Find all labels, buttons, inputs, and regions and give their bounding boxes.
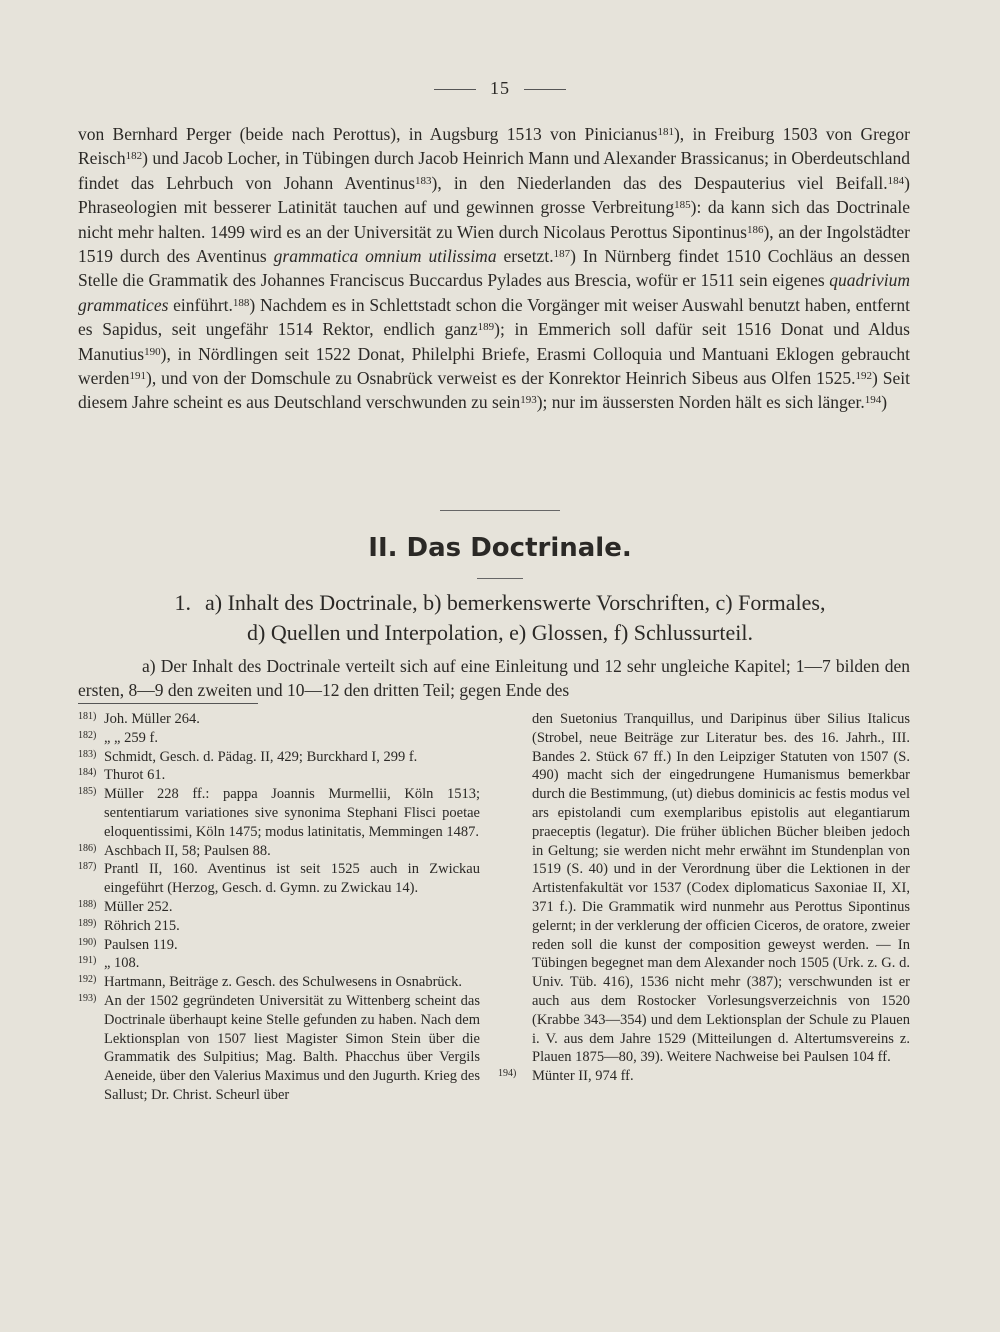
footnote-item	[78, 936, 480, 955]
main-paragraph	[78, 122, 910, 415]
footnote-text: Prantl II, 160. Aventinus ist seit 1525 auch in Zwickau eingeführt (Herzog, Gesch. d. Gymn. zu Zwickau 14).	[104, 861, 480, 897]
main-paragraph-text: von Bernhard Perger (beide nach Perottus), in Augsburg 1513 von Pinicianus$^{181}$), in Freiburg 1503 von Gregor Reisch$^{182}$) und Jacob Locher, in Tübingen durch Jacob Heinrich Mann und Alexander Brassicanus; in Oberdeutschland findet das Lehrbuch von Johann Aventinus$^{183}$), in den Niederlanden das des Despauterius viel Beifall.$^{184}$) Phraseologien mit besserer Latinität tauchen auf und gewinnen grosse Verbreitung$^{185}$): da kann sich das Doctrinale nicht mehr halten. 1499 wird es an der Universität zu Wien durch Nicolaus Perottus Sipontinus$^{186}$), an der Ingolstädter 1519 durch des Aventinus grammatica omnium utilissima ersetzt.$^{187}$) In Nürnberg findet 1510 Cochläus an dessen Stelle die Grammatik des Johannes Franciscus Buccardus Pylades aus Brescia, wofür er 1511 sein eigenes quadrivium grammatices einführt.$^{188}$) Nachdem es in Schlettstadt schon die Vorgänger mit weiser Auswahl benutzt haben, entfernt es Sapidus, seit ungefähr 1514 Rektor, endlich ganz$^{189}$); in Emmerich soll dafür seit 1516 Donat und Aldus Manutius$^{190}$), in Nördlingen seit 1522 Donat, Philelphi Briefe, Erasmi Colloquia und Mantuani Eklogen gebraucht werden$^{191}$), und von der Domschule zu Osnabrück verweist es der Konrektor Heinrich Sibeus aus Olfen 1525.$^{192}$) Seit diesem Jahre scheint es aus Deutschland verschwunden zu sein$^{193}$); nur im äussersten Norden hält es sich länger.$^{194}$)	[78, 124, 910, 413]
footnote-text: Müller 228 ff.: pappa Joannis Murmellii, Köln 1513; sententiarum variationes sive synonima Stephani Flisci poetae eloquentissimi, Köln 1475; modus latinitatis, Memmingen 1487.	[104, 786, 480, 840]
footnote-number: 185)	[78, 786, 97, 798]
footnote-item	[78, 710, 480, 729]
footnote-text: Münter II, 974 ff.	[532, 1068, 634, 1085]
footnote-item	[498, 1067, 910, 1086]
page-number-dash-right	[524, 89, 566, 90]
section-intro	[78, 654, 910, 702]
footnote-text: Hartmann, Beiträge z. Gesch. des Schulwesens in Osnabrück.	[104, 974, 462, 991]
footnote-item	[78, 785, 480, 841]
footnotes-right-column	[498, 710, 910, 1086]
footnote-item	[78, 954, 480, 973]
section-heading-text-1: a) Inhalt des Doctrinale, b) bemerkenswerte Vorschriften, c) Formales,	[205, 590, 826, 615]
page-number-dash-left	[434, 89, 476, 90]
footnote-number: 181)	[78, 711, 97, 722]
footnote-item	[78, 917, 480, 936]
footnote-number: 184)	[78, 767, 97, 779]
footnote-item	[78, 973, 480, 992]
footnotes-left-column	[78, 710, 480, 1105]
footnote-rule	[78, 703, 258, 704]
footnote-item	[78, 766, 480, 785]
footnote-number: 186)	[78, 842, 97, 854]
section-heading-line-2: d) Quellen und Interpolation, e) Glossen, f) Schlussurteil.	[247, 620, 753, 645]
footnote-item	[78, 729, 480, 748]
page-number	[0, 78, 1000, 99]
footnote-text: Paulsen 119.	[104, 936, 178, 953]
footnote-number: 183)	[78, 748, 97, 760]
footnote-item	[78, 898, 480, 917]
section-number: 1.	[174, 590, 192, 615]
footnote-number: 182)	[78, 729, 97, 741]
footnote-text: „ 108.	[104, 955, 140, 972]
footnote-number: 192)	[78, 974, 97, 986]
footnote-text: Joh. Müller 264.	[104, 711, 200, 727]
chapter-title: II. Das Doctrinale.	[368, 533, 632, 563]
footnote-item	[78, 748, 480, 767]
footnote-text: Aschbach II, 58; Paulsen 88.	[104, 842, 271, 859]
footnote-text: An der 1502 gegründeten Universität zu Wittenberg scheint das Doctrinale überhaupt keine Stelle gefunden zu haben. Nach dem Lektionsplan von 1507 liest Magister Simon Stein über die Grammatik des Sulpitius; Mag. Balth. Phacchus über Vergils Aeneide, über den Valerius Maximus und den Jugurth. Krieg des Sallust; Dr. Christ. Scheurl über	[104, 992, 480, 1103]
section-heading-line-1	[100, 588, 900, 618]
footnote-number: 189)	[78, 917, 97, 929]
section-heading	[100, 588, 900, 648]
section-divider	[440, 510, 560, 511]
footnote-item	[78, 842, 480, 861]
heading-divider	[477, 578, 523, 579]
footnote-number: 193)	[78, 992, 97, 1004]
footnote-text: Röhrich 215.	[104, 917, 180, 934]
footnote-number: 194)	[498, 1068, 517, 1080]
footnote-number: 187)	[78, 861, 97, 873]
footnote-number: 190)	[78, 936, 97, 948]
section-intro-text: a) Der Inhalt des Doctrinale verteilt sich auf eine Einleitung und 12 sehr ungleiche Kapitel; 1—7 bilden den ersten, 8—9 den zweiten und 10—12 den dritten Teil; gegen Ende des	[78, 656, 910, 700]
footnote-number: 191)	[78, 955, 97, 967]
footnote-text: Thurot 61.	[104, 767, 166, 784]
footnote-number: 188)	[78, 898, 97, 910]
footnote-text: Müller 252.	[104, 898, 173, 915]
footnote-193-continuation: den Suetonius Tranquillus, und Daripinus über Silius Italicus (Strobel, neue Beiträge zur Literatur bes. des 16. Jahrh., III. Bandes 2. Stück 67 ff.) In den Leipziger Statuten von 1507 (S. 490) macht sich der eingedrungene Humanismus bemerkbar durch die Bestimmung, (ut) diebus dominicis ac festis modus vel ars epistolandi cum exemplaribus epistolis aut elegantiarum praeceptis (legatur). Die früher üblichen Bücher bleiben jedoch in Geltung; sie werden nicht mehr erwähnt im Stundenplan von 1519 (S. 40) und in der Verordnung über die Lektionen in der Artistenfakultät vor 1537 (Codex diplomaticus Saxoniae II, XI, 371 f.). Die Grammatik wird nunmehr aus Perottus Sipontinus gelernt; in der verklerung der officien Ciceros, de oratore, zweier reden soll die kunst der composition geweyst werden. — In Tübingen begegnet man dem Alexander noch 1505 (Urk. z. G. d. Univ. Tüb. 416), 1536 nicht mehr (387); verschwunden ist er auch aus dem Rostocker Vorlesungsverzeichnis von 1520 (Krabbe 343—354) und dem Lektionsplan der Schule zu Plauen i. V. aus dem Jahre 1529 (Mitteilungen d. Altertumsvereins z. Plauen 1875—80, 39). Weitere Nachweise bei Paulsen 104 ff.	[532, 711, 910, 1066]
page-number-text: 15	[490, 78, 510, 98]
footnote-text: „ „ 259 f.	[104, 729, 158, 746]
footnote-item	[78, 992, 480, 1105]
footnote-item	[78, 860, 480, 898]
footnote-text: Schmidt, Gesch. d. Pädag. II, 429; Burckhard I, 299 f.	[104, 748, 418, 765]
